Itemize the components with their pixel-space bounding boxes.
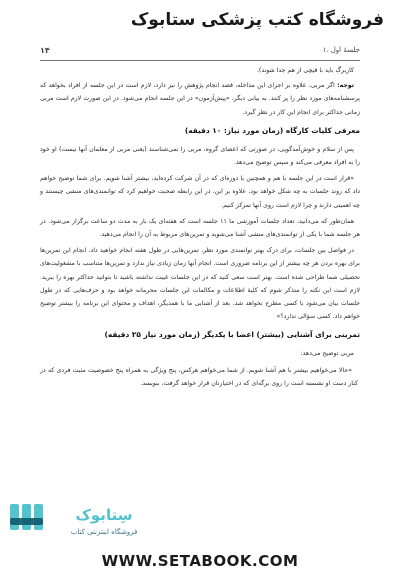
- page-body: [40, 64, 360, 393]
- paragraph-icebreaker-instructions: «حالا می‌خواهیم بیشتر با هم آشنا شویم. از شما می‌خواهم هرکس، پنج ویژگی به همراه پنج خصوصیت مثبت فردی که در کنار دست او نشسته است را روی برگه‌ای که در اختیارتان قرار خواهد گرفت، بنویسد.: [40, 366, 358, 387]
- note-paragraph: [40, 79, 360, 119]
- chapter-label: ۱. جلسهٔ اول: [322, 46, 360, 54]
- header-divider: [40, 60, 360, 61]
- section-heading-overview: معرفی کلیات کارگاه (زمان مورد نیاز: ۱۰ دقیقه): [184, 125, 360, 135]
- footer-url[interactable]: WWW.SETABOOK.COM: [101, 551, 299, 570]
- paragraph-coach-explains: مربی توضیح می‌دهد:: [300, 350, 354, 358]
- logo-tagline: فروشگاه اینترنتی کتاب: [70, 528, 138, 536]
- setabook-watermark-logo: [8, 500, 158, 540]
- paragraph-homework: در فواصل بین جلسات، برای درک بهتر توانمندی مورد نظر، تمرین‌هایی در طول هفته انجام خواهید داد. انجام این تمرین‌ها برای بهره بردن هر چه بیشتر از این برنامه ضروری است. انجام آنها زمان زیادی نیاز ندارد و تمرین‌ها متناسب با مشغولیت‌های تحصیلی شما طراحی شده است. بهتر است سعی کنید که در این جلسات غیبت نداشته باشید تا بتوانید حداکثر بهره را ببرید. لازم است این نکته را متذکر شوم که کلیهٔ اطلاعات و مکالمات این جلسات محرمانه خواهد بود و حرف‌هایی که در طول جلسات بیان می‌شود با کسی مطرح نخواهد شد. بعد از آشنایی ما با همدیگر، اهداف و محتوای این برنامه را بیشتر توضیح خواهم داد. کسی سؤالی ندارد؟»: [40, 247, 360, 321]
- logo-brand: سِتابوک: [75, 506, 133, 524]
- store-banner: [0, 0, 400, 40]
- paragraph-greeting: پس از سلام و خوش‌آمدگویی، در صورتی که اعضای گروه، مربی را نمی‌شناسند (یعنی مربی از معلمان آنها نیست) او خود را به افراد معرفی می‌کند و سپس توضیح می‌دهد.: [40, 145, 360, 167]
- store-title: فروشگاه کتب پزشکی ستابوک: [130, 10, 384, 30]
- running-header: [40, 42, 360, 58]
- paragraph-session-count: همان‌طور که می‌دانید، تعداد جلسات آموزشی ما ۱۱ جلسه است که هفته‌ای یک بار به مدت دو ساعت برگزار می‌شود. در هر جلسه شما با یکی از توانمندی‌های منشی آشنا می‌شوید و تمرین‌های مربوط به آن را انجام می‌دهید.: [40, 217, 360, 239]
- intro-paragraph: کاربرگ باید با قیچی از هم جدا شوند).: [256, 67, 354, 74]
- section-heading-icebreaker: تمرینی برای آشنایی (بیشتر) اعضا با یکدیگر (زمان مورد نیاز ۲۵ دقیقه): [104, 330, 360, 340]
- paragraph-session-plan: «قرار است در این جلسه با هم و همچنین با دوره‌ای که در آن شرکت کرده‌اید، بیشتر آشنا شویم. برای شما توضیح خواهم داد که روند جلسات به چه شکل خواهد بود. علاوه بر این، در این رابطه صحبت خواهیم کرد که توانمندی‌های منشی چیستند و چه اهمیتی دارند و چرا لازم است روی آنها تمرکز کنیم.: [40, 175, 360, 209]
- page-number: ۱۴: [40, 45, 50, 55]
- note-text: اگر مربی، علاوه بر اجرای این مداخله، قصد انجام پژوهش را نیز دارد، لازم است در این جلسه از افراد بخواهد که پرسشنامه‌های مورد نظر را پر کنند. به بیانی دیگر، «پیش‌آزمون» در این جلسه انجام می‌شود. در این صورت لازم است مربی زمانی حداکثر برای انجام این کار در نظر گیرد.: [40, 82, 360, 116]
- note-label: توجه:: [337, 82, 354, 90]
